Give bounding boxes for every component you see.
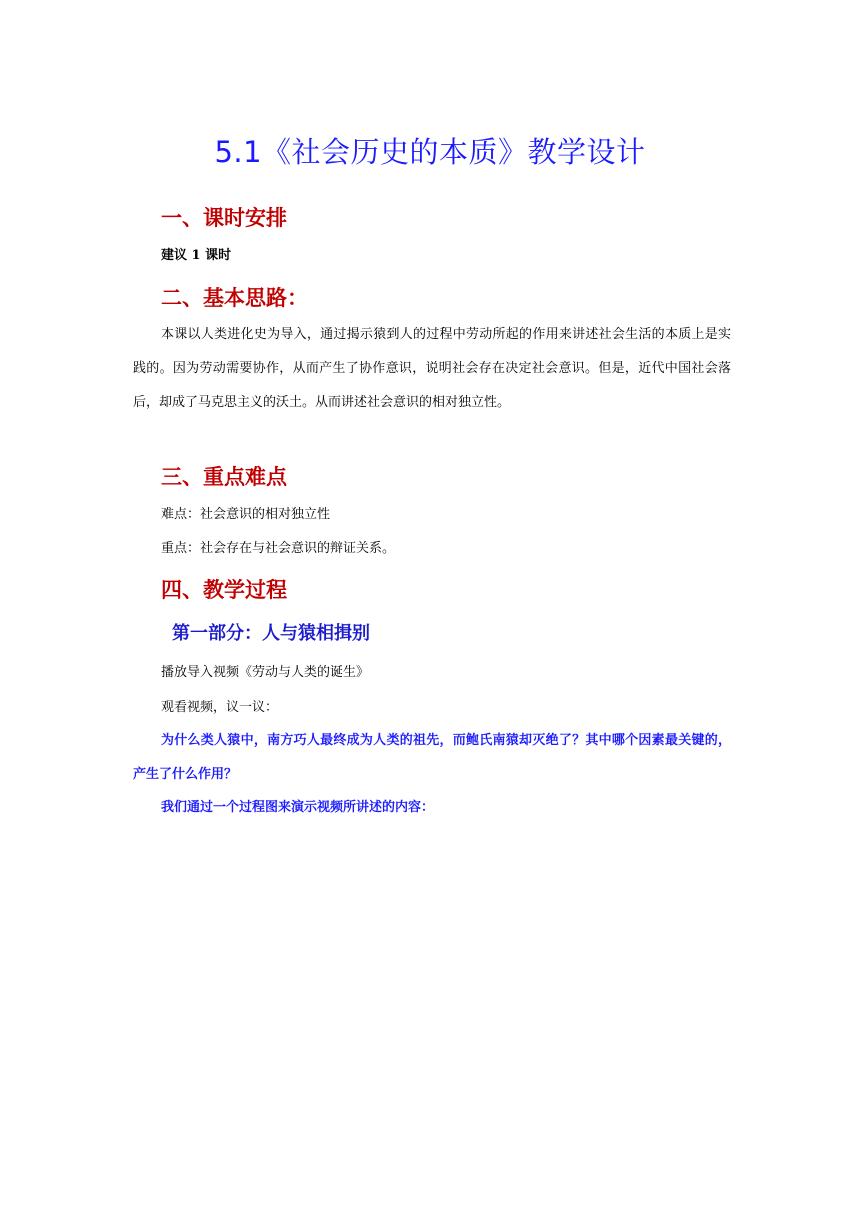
key-point-text: 重点：社会存在与社会意识的辩证关系。 xyxy=(161,541,396,556)
difficulty-text: 难点：社会意识的相对独立性 xyxy=(161,507,331,522)
section-heading-process: 四、教学过程 xyxy=(161,578,287,602)
section-heading-approach: 二、基本思路： xyxy=(161,286,308,310)
section-heading-schedule: 一、课时安排 xyxy=(161,206,287,230)
discussion-question: 为什么类人猿中，南方巧人最终成为人类的祖先，而鲍氏南猿却灭绝了？其中哪个因素最关键的，产生了什么作用？ xyxy=(133,733,731,782)
video-intro-text: 播放导入视频《劳动与人类的诞生》 xyxy=(161,665,370,680)
approach-paragraph: 本课以人类进化史为导入，通过揭示猿到人的过程中劳动所起的作用来讲述社会生活的本质上是实践的。因为劳动需要协作，从而产生了协作意识，说明社会存在决定社会意识。但是，近代中国社会落后，却成了马克思主义的沃土。从而讲述社会意识的相对独立性。 xyxy=(133,327,731,410)
section-heading-key-points: 三、重点难点 xyxy=(161,465,287,489)
part-one-heading: 第一部分：人与猿相揖别 xyxy=(172,623,370,644)
process-diagram-intro: 我们通过一个过程图来演示视频所讲述的内容： xyxy=(161,800,435,815)
schedule-text: 建议 1 课时 xyxy=(161,248,232,263)
document-title: 5.1《社会历史的本质》教学设计 xyxy=(214,135,646,169)
discussion-prompt: 观看视频，议一议： xyxy=(161,700,279,715)
